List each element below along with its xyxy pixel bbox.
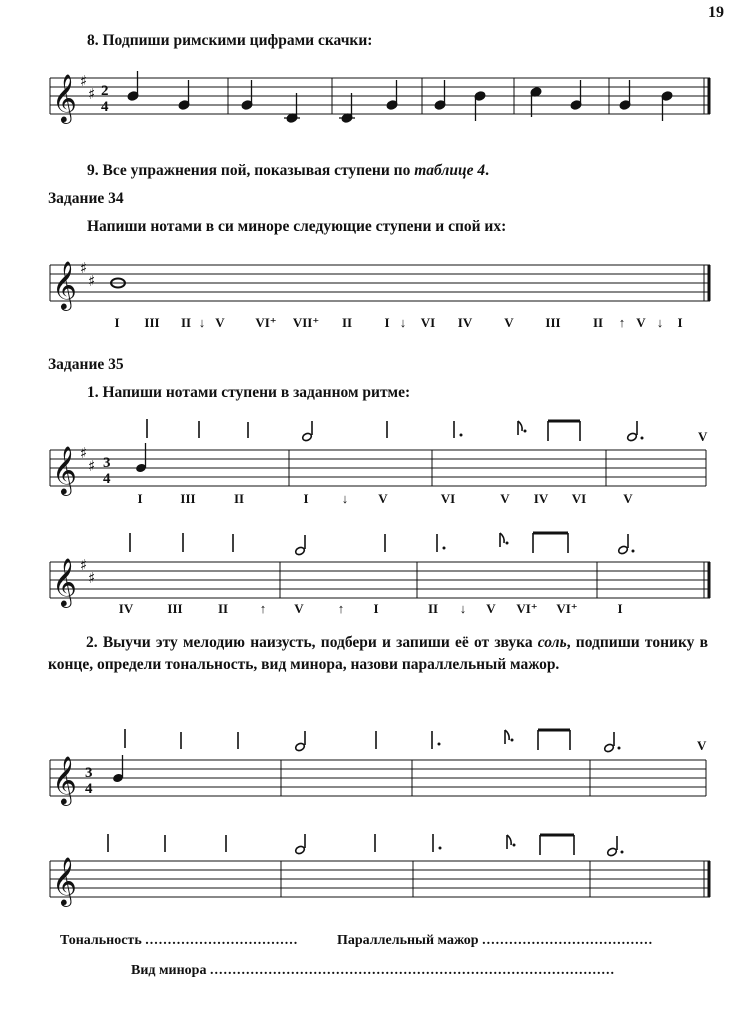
degree-label: ↓ [198, 315, 206, 330]
svg-text:V: V [698, 429, 708, 444]
item2-text: 2. Выучи эту мелодию наизусть, подбери и запиши её от звука [86, 634, 538, 651]
degree-label: I [617, 601, 623, 616]
degree-label: II [217, 601, 229, 616]
degree-label: II [180, 315, 192, 330]
degree-label: IV [533, 491, 549, 506]
item2-italic: соль [537, 634, 567, 651]
degree-label: ↑ [259, 601, 267, 616]
degree-label: III [167, 601, 183, 616]
degree-label: V [500, 491, 510, 506]
item9-text: 9. Все упражнения пой, показывая ступени по [87, 162, 415, 179]
svg-text:4: 4 [85, 781, 93, 797]
svg-text:V: V [697, 738, 707, 753]
degree-label: ↓ [459, 601, 467, 616]
degree-label: V [215, 315, 225, 330]
degree-label: VI [440, 491, 456, 506]
item9-suffix: . [485, 162, 489, 179]
treble-clef-icon: 𝄞 [52, 73, 77, 122]
svg-text:𝄞: 𝄞 [52, 260, 77, 309]
task35-item2 [48, 632, 708, 676]
degree-label: ↑ [337, 601, 345, 616]
task35-heading: Задание 35 [48, 356, 124, 373]
task34-heading: Задание 34 [48, 190, 124, 207]
degree-label: I [114, 315, 120, 330]
degree-label: I [373, 601, 379, 616]
item9-italic: таблице 4 [414, 162, 486, 179]
degree-label: VI⁺ [556, 601, 578, 616]
svg-text:𝄞: 𝄞 [52, 557, 77, 606]
degree-label: ↑ [618, 315, 626, 330]
svg-text:3: 3 [85, 765, 93, 781]
item8-instruction: 8. Подпиши римскими цифрами скачки: [87, 32, 373, 49]
svg-text:♯: ♯ [88, 272, 96, 290]
degree-label: V [504, 315, 514, 330]
degree-label: I [677, 315, 683, 330]
degree-label: VI⁺ [516, 601, 538, 616]
tonality-field[interactable] [60, 932, 298, 950]
parallel-major-dots[interactable]: ...................................... [482, 933, 654, 948]
degree-label: V [378, 491, 388, 506]
svg-text:♯: ♯ [88, 457, 96, 475]
degree-label: III [180, 491, 196, 506]
svg-text:4: 4 [103, 471, 111, 487]
svg-text:𝄞: 𝄞 [52, 445, 77, 494]
parallel-major-label: Параллельный мажор [337, 933, 479, 948]
degree-label: I [303, 491, 309, 506]
degree-label: V [294, 601, 304, 616]
svg-text:♯: ♯ [88, 569, 96, 587]
degree-label: IV [118, 601, 134, 616]
task34-instruction: Напиши нотами в си миноре следующие ступени и спой их: [87, 218, 507, 235]
degree-label: IV [457, 315, 473, 330]
svg-text:♯: ♯ [80, 72, 88, 90]
degree-label: III [144, 315, 160, 330]
svg-text:4: 4 [101, 99, 109, 115]
tonality-dots[interactable]: .................................. [145, 933, 299, 948]
item2-rest: , подпиши тонику в конце, определи тональность, вид минора, назови параллельный мажор. [48, 634, 708, 673]
degree-label: VII⁺ [292, 315, 320, 330]
svg-text:𝄞: 𝄞 [52, 755, 77, 804]
svg-text:𝄞: 𝄞 [52, 856, 77, 905]
degree-label: ↓ [341, 491, 349, 506]
degree-label: ↓ [656, 315, 664, 330]
minor-type-dots[interactable]: .......................................................................................... [209, 963, 615, 978]
parallel-major-field[interactable] [337, 932, 653, 950]
degree-label: II [427, 601, 439, 616]
svg-text:♯: ♯ [80, 556, 88, 574]
item9-instruction [87, 162, 489, 180]
svg-text:♯: ♯ [88, 85, 96, 103]
degree-label: ↓ [399, 315, 407, 330]
task35-item1: 1. Напиши нотами ступени в заданном ритме: [87, 384, 411, 401]
degree-label: V [486, 601, 496, 616]
degree-label: VI [420, 315, 436, 330]
minor-type-field[interactable] [131, 962, 615, 980]
degree-label: I [137, 491, 143, 506]
degree-label: V [636, 315, 646, 330]
svg-text:2: 2 [101, 83, 109, 99]
svg-text:♯: ♯ [80, 444, 88, 462]
degree-label: V [623, 491, 633, 506]
page-number: 19 [708, 4, 724, 21]
minor-type-label: Вид минора [131, 963, 207, 978]
degree-label: II [592, 315, 604, 330]
degree-label: VI⁺ [255, 315, 277, 330]
degree-label: II [233, 491, 245, 506]
degree-label: VI [571, 491, 587, 506]
degree-label: II [341, 315, 353, 330]
svg-text:3: 3 [103, 455, 111, 471]
tonality-label: Тональность [60, 933, 142, 948]
svg-text:♯: ♯ [80, 259, 88, 277]
degree-label: III [545, 315, 561, 330]
degree-label: I [384, 315, 390, 330]
